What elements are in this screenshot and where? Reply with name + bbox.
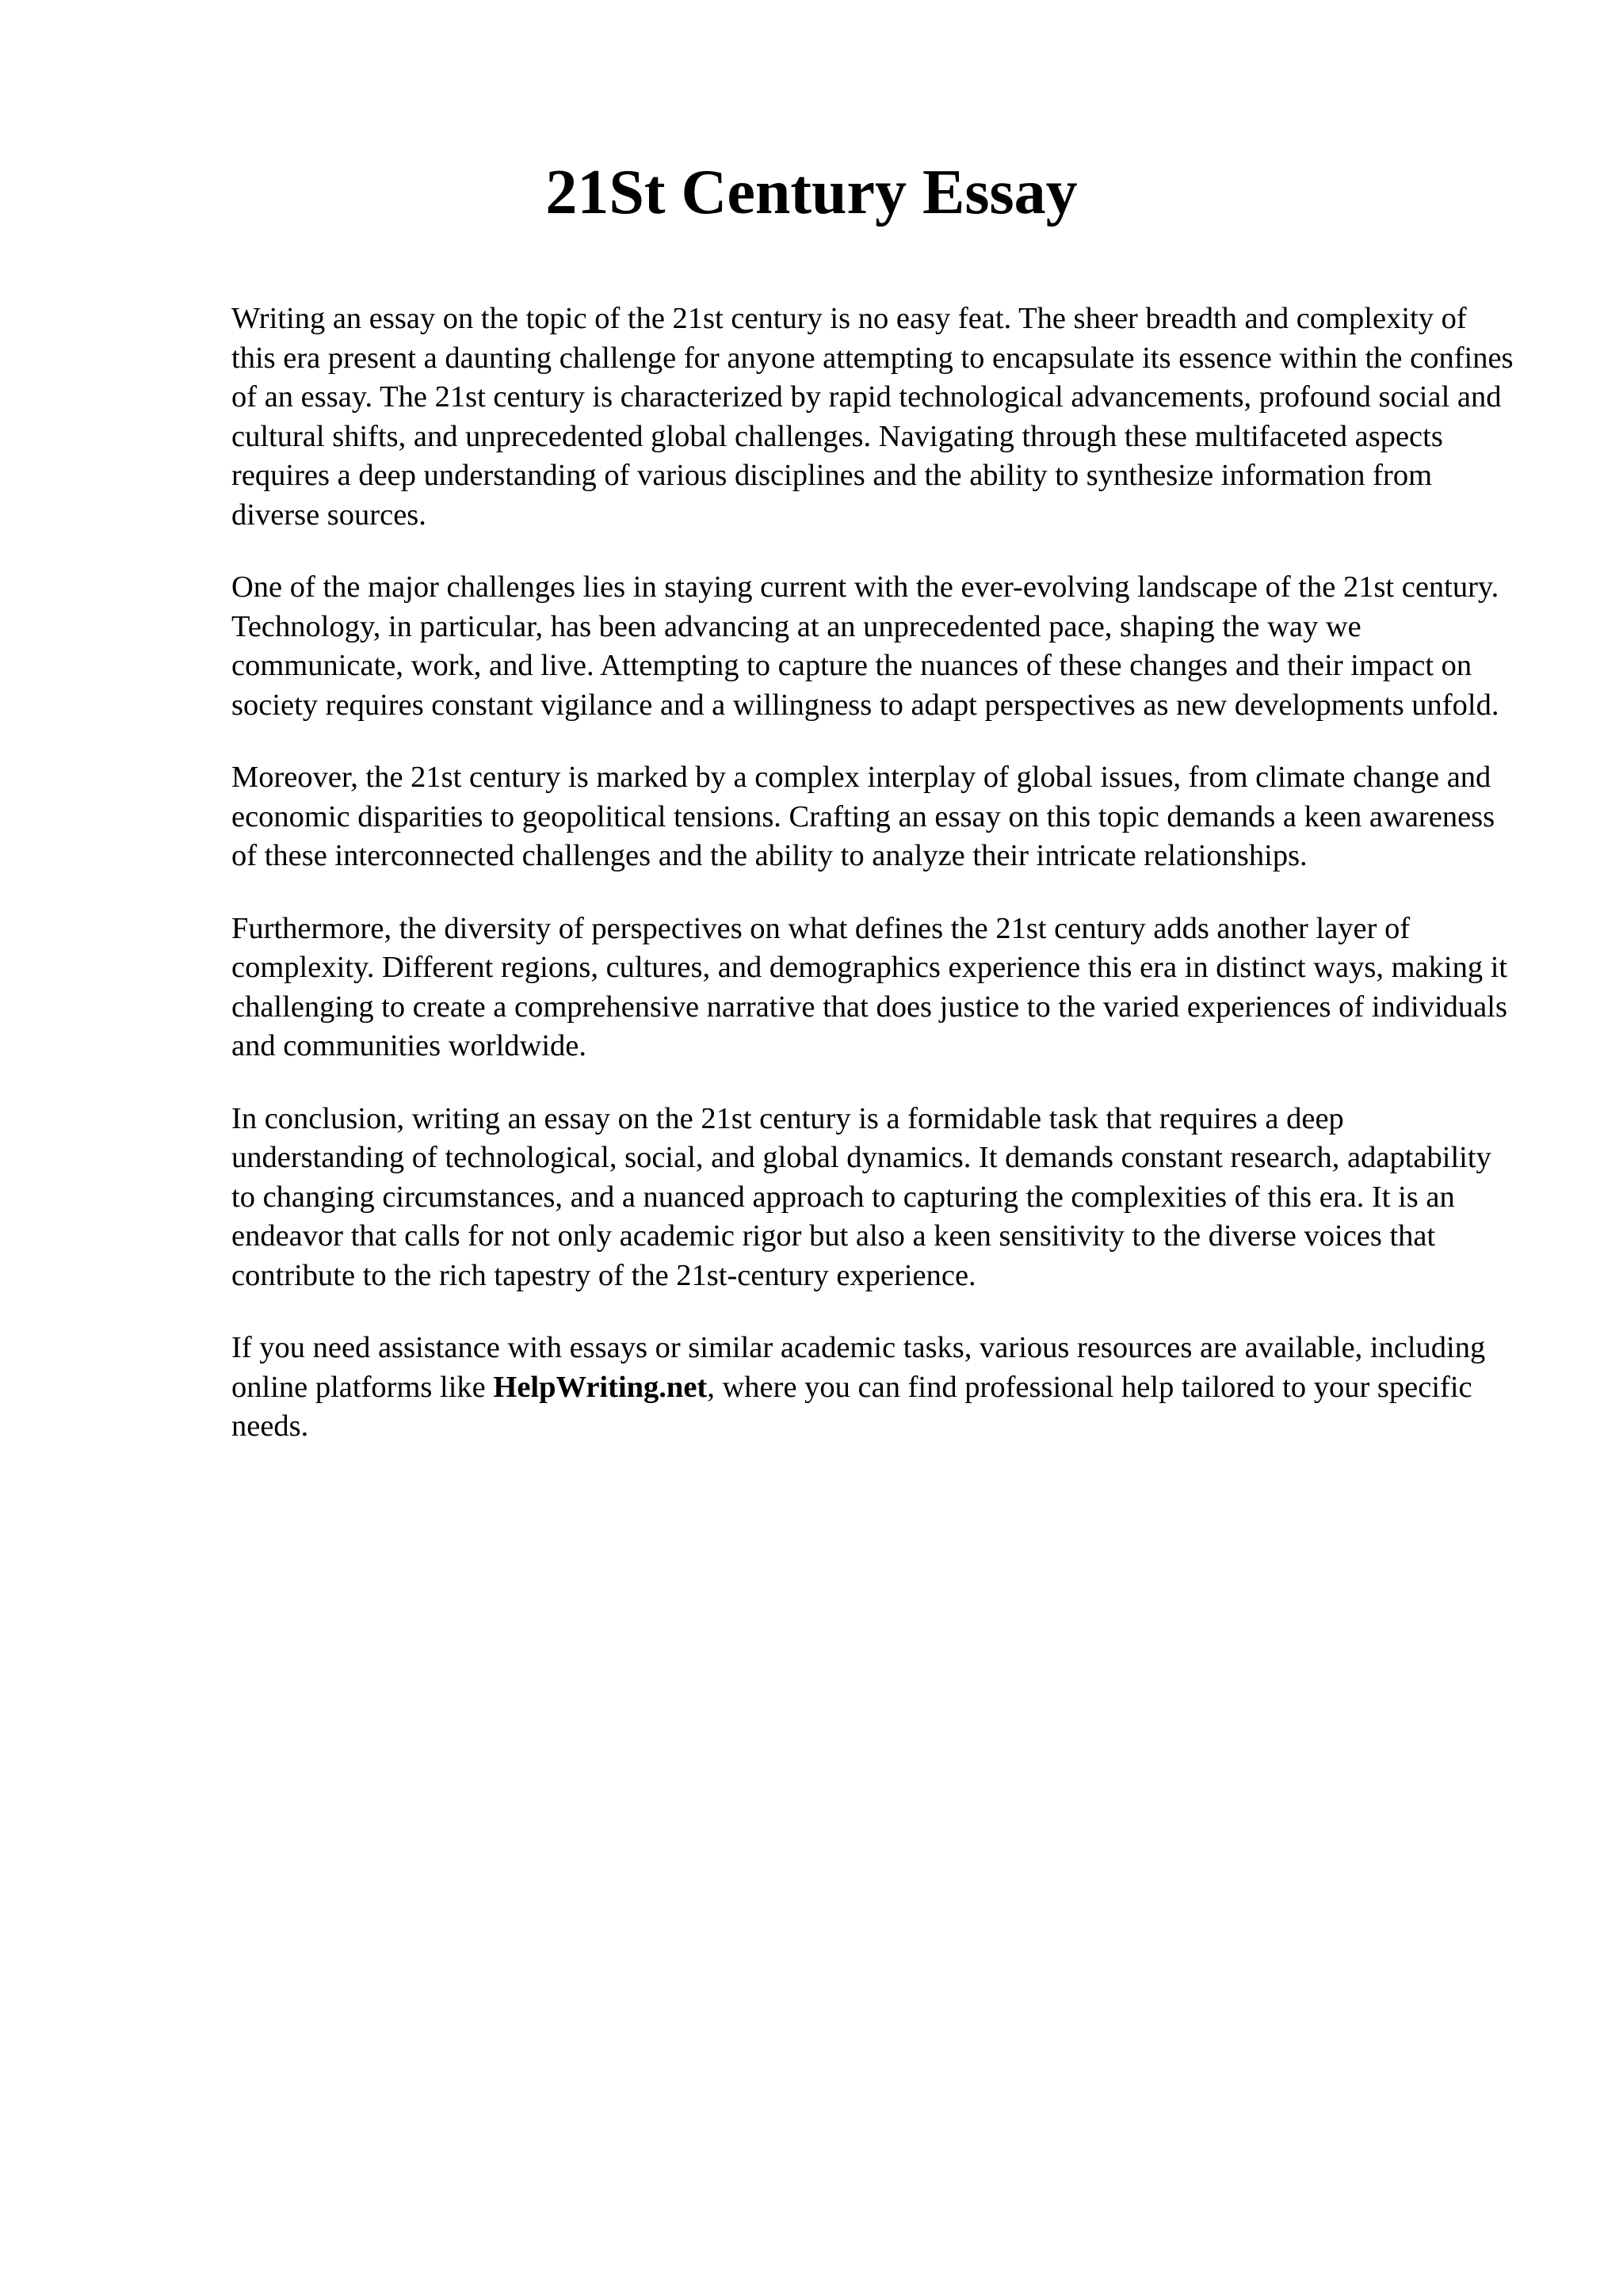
paragraph-5: In conclusion, writing an essay on the 21st century is a formidable task that requires a deep understanding of technological, social, and global dynamics. It demands constant research, adaptability to changing circumstances, and a nuanced approach to capturing the complexities of this era. It is an endeavor that calls for not only academic rigor but also a keen sensitivity to the diverse voices that contribute to the rich tapestry of the 21st-century experience.: [231, 1101, 1491, 1292]
paragraph-1: Writing an essay on the topic of the 21st century is no easy feat. The sheer breadth and complexity of this era present a daunting challenge for anyone attempting to encapsulate its essence within the confines of an essay. The 21st century is characterized by rapid technological advancements, profound social and cultural shifts, and unprecedented global challenges. Navigating through these multifaceted aspects requires a deep understanding of various disciplines and the ability to synthesize information from diverse sources.: [231, 302, 1514, 532]
closing-text-before-link: If you need assistance with essays or similar academic tasks, various resources are available, including online platforms like: [231, 1331, 1486, 1404]
paragraph-4: Furthermore, the diversity of perspectives on what defines the 21st century adds another layer of complexity. Different regions, cultures, and demographics experience this era in distinct ways, making it challenging to create a comprehensive narrative that does justice to the varied experiences of individuals and communities worldwide.: [231, 911, 1508, 1062]
paragraph-2: One of the major challenges lies in staying current with the ever-evolving landscape of the 21st century. Technology, in particular, has been advancing at an unprecedented pace, shaping the way we communicate, work, and live. Attempting to capture the nuances of these changes and their impact on society requires constant vigilance and a willingness to adapt perspectives as new developments unfold.: [231, 570, 1499, 722]
closing-paragraph: [231, 1329, 1515, 1447]
essay-body: [231, 299, 1515, 1480]
helpwriting-link[interactable]: HelpWriting.net: [493, 1370, 708, 1404]
page-title: 21St Century Essay: [545, 158, 1078, 227]
paragraph-3: Moreover, the 21st century is marked by a complex interplay of global issues, from climate change and economic disparities to geopolitical tensions. Crafting an essay on this topic demands a keen awareness of these interconnected challenges and the ability to analyze their intricate relationships.: [231, 761, 1495, 872]
closing-text-after-link: , where you can find professional help tailored to your specific needs.: [231, 1370, 1472, 1443]
